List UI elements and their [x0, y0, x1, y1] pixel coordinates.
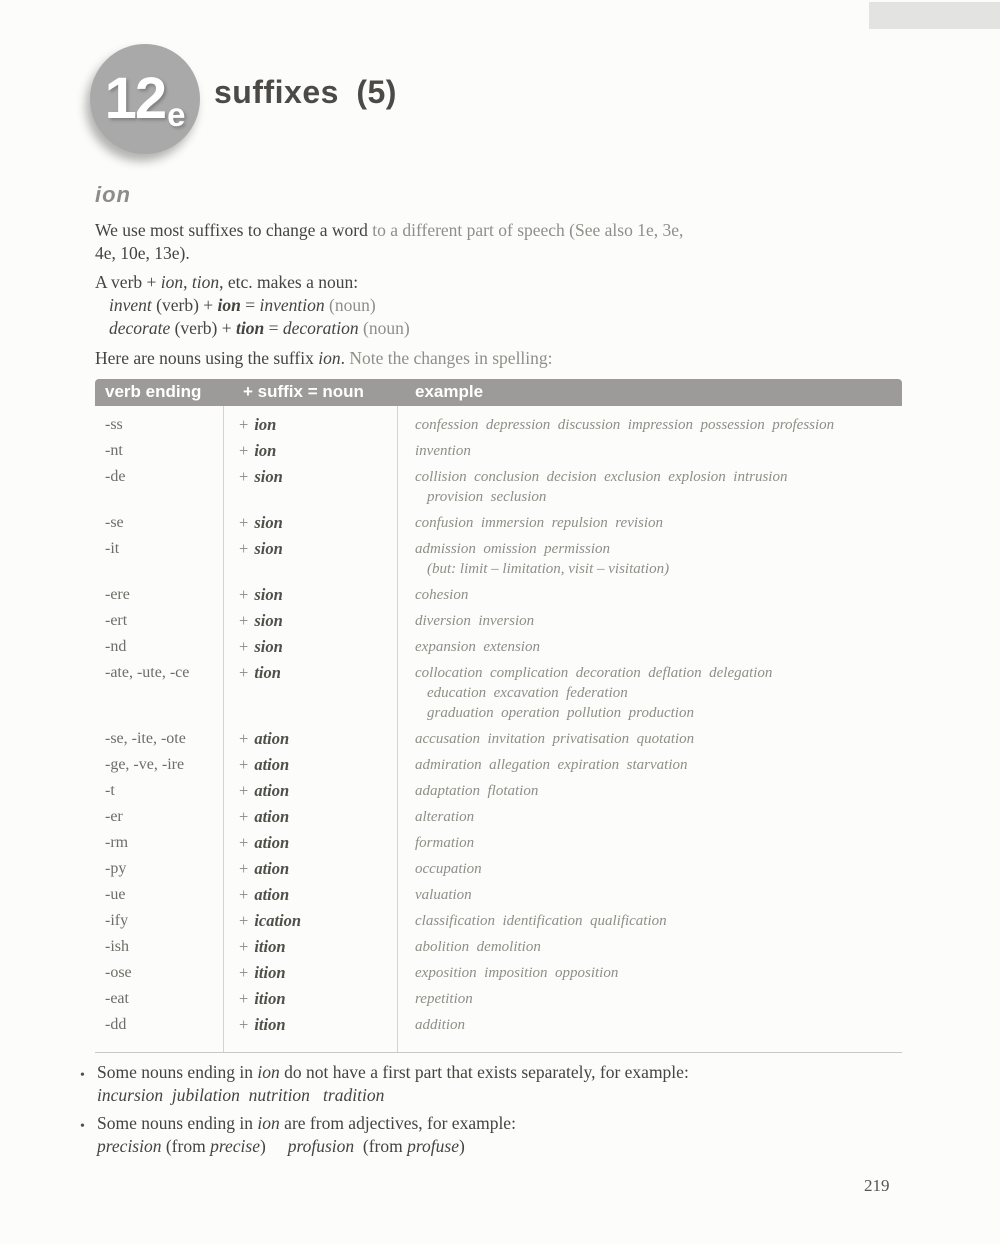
- example-cell: [397, 963, 902, 983]
- text-segment: precision: [97, 1136, 162, 1156]
- verb-ending-cell: -nt: [105, 442, 123, 459]
- verb-ending-cell: -de: [105, 468, 126, 485]
- table-row: [95, 934, 902, 960]
- note-line: [97, 1112, 516, 1135]
- column-header-example: example: [415, 382, 484, 401]
- suffix: ication: [254, 911, 302, 930]
- example-line: collision conclusion decision exclusion explosion intrusion: [415, 469, 788, 485]
- suffix: sion: [254, 539, 283, 558]
- suffix-cell: [223, 415, 397, 435]
- example-cell: [397, 637, 902, 657]
- example-line: occupation: [415, 861, 482, 877]
- column-header-suffix: + suffix = noun: [243, 382, 364, 401]
- example-cell: [397, 781, 902, 801]
- verb-ending-cell: -t: [105, 782, 115, 799]
- suffix-cell: [223, 729, 397, 749]
- note-example-line: [97, 1135, 516, 1158]
- bullet-icon: •: [80, 1068, 85, 1083]
- intro-paragraph-line: [95, 219, 683, 242]
- suffix-cell: [223, 513, 397, 533]
- example-line: adaptation flotation: [415, 783, 539, 799]
- plus-sign: +: [239, 441, 249, 460]
- table-row: [95, 608, 902, 634]
- text-segment: ): [259, 1136, 266, 1156]
- plus-sign: +: [239, 833, 249, 852]
- suffix: sion: [254, 611, 283, 630]
- plus-sign: +: [239, 989, 249, 1008]
- plus-sign: +: [239, 513, 249, 532]
- example-cell: [397, 467, 902, 507]
- plus-sign: +: [239, 467, 249, 486]
- column-header-verb-ending: verb ending: [105, 382, 202, 401]
- verb-ending-cell: -ert: [105, 612, 128, 629]
- text-segment: 4e, 10e, 13e).: [95, 243, 190, 263]
- example-cell: [397, 859, 902, 879]
- text-segment: Some nouns ending in: [97, 1062, 258, 1082]
- verb-ending-cell: -ify: [105, 912, 129, 929]
- plus-sign: +: [239, 859, 249, 878]
- text-segment: (noun): [358, 318, 410, 338]
- suffix-cell: [223, 467, 397, 487]
- suffix: ation: [254, 755, 290, 774]
- verb-ending-cell: -se: [105, 514, 124, 531]
- example-cell: [397, 807, 902, 827]
- example-cell: [397, 911, 902, 931]
- suffix-table-body: [95, 406, 902, 1053]
- suffix-cell: [223, 859, 397, 879]
- plus-sign: +: [239, 637, 249, 656]
- bullet-icon: •: [80, 1119, 85, 1134]
- suffix: ition: [254, 989, 286, 1008]
- example-cell: [397, 937, 902, 957]
- example-line: invention: [415, 443, 471, 459]
- suffix-cell: [223, 637, 397, 657]
- suffix-cell: [223, 807, 397, 827]
- table-row: [95, 510, 902, 536]
- example-formula-line: [109, 294, 683, 317]
- text-segment: (from: [161, 1136, 211, 1156]
- example-line: abolition demolition: [415, 939, 541, 955]
- suffix-cell: [223, 611, 397, 631]
- verb-ending-cell: -ss: [105, 416, 123, 433]
- example-cell: [397, 989, 902, 1009]
- table-row: [95, 908, 902, 934]
- suffix: ation: [254, 807, 290, 826]
- table-row: [95, 412, 902, 438]
- example-line: accusation invitation privatisation quotation: [415, 731, 695, 747]
- suffix: ition: [254, 937, 286, 956]
- suffix-cell: [223, 989, 397, 1009]
- suffix: ition: [254, 1015, 286, 1034]
- plus-sign: +: [239, 663, 249, 682]
- example-line: exposition imposition opposition: [415, 965, 619, 981]
- example-line: provision seclusion: [427, 489, 547, 505]
- suffix: ation: [254, 833, 290, 852]
- example-line: education excavation federation: [427, 685, 628, 701]
- text-segment: Note the changes in spelling:: [349, 348, 553, 368]
- text-segment: decoration: [282, 318, 359, 338]
- suffix: sion: [254, 585, 283, 604]
- table-header: [95, 379, 902, 406]
- text-segment: ion: [217, 295, 241, 315]
- suffix: ition: [254, 963, 286, 982]
- text-segment: =: [264, 318, 283, 338]
- section-heading: ion: [95, 182, 131, 207]
- verb-ending-cell: -ish: [105, 938, 129, 955]
- note-content: [97, 1061, 689, 1107]
- table-row: [95, 536, 902, 582]
- verb-ending-cell: -ge, -ve, -ire: [105, 756, 185, 773]
- table-row: [95, 634, 902, 660]
- unit-badge: [90, 44, 200, 154]
- example-line: graduation operation pollution production: [427, 705, 694, 721]
- note-line: [97, 1061, 689, 1084]
- plus-sign: +: [239, 807, 249, 826]
- example-line: admiration allegation expiration starvation: [415, 757, 688, 773]
- table-row: [95, 960, 902, 986]
- verb-ending-cell: -ue: [105, 886, 126, 903]
- suffix: ation: [254, 729, 290, 748]
- suffix: ion: [254, 441, 277, 460]
- suffix-cell: [223, 885, 397, 905]
- text-segment: ion: [160, 272, 184, 292]
- table-row: [95, 830, 902, 856]
- suffix: ation: [254, 859, 290, 878]
- example-cell: [397, 415, 902, 435]
- text-segment: ion: [257, 1113, 280, 1133]
- text-segment: profuse: [407, 1136, 459, 1156]
- text-segment: invent: [109, 295, 152, 315]
- plus-sign: +: [239, 611, 249, 630]
- example-cell: [397, 1015, 902, 1035]
- intro-paragraph-line: [95, 242, 683, 265]
- example-line: confusion immersion repulsion revision: [415, 515, 664, 531]
- plus-sign: +: [239, 585, 249, 604]
- table-row: [95, 986, 902, 1012]
- unit-number: 12: [104, 66, 166, 131]
- text-segment: ion: [257, 1062, 280, 1082]
- example-line: alteration: [415, 809, 475, 825]
- example-cell: [397, 885, 902, 905]
- verb-ending-cell: -nd: [105, 638, 127, 655]
- table-row: [95, 882, 902, 908]
- plus-sign: +: [239, 781, 249, 800]
- plus-sign: +: [239, 885, 249, 904]
- note-example-line: incursion jubilation nutrition tradition: [97, 1085, 385, 1105]
- text-segment: (verb) +: [170, 318, 236, 338]
- example-cell: [397, 663, 902, 723]
- suffix: ion: [254, 415, 277, 434]
- example-line: formation: [415, 835, 475, 851]
- suffix-cell: [223, 585, 397, 605]
- example-cell: [397, 585, 902, 605]
- note-item: [80, 1112, 900, 1158]
- table-row: [95, 582, 902, 608]
- intro-lead-in-line: [95, 347, 683, 370]
- example-line: classification identification qualification: [415, 913, 667, 929]
- verb-ending-cell: -py: [105, 860, 127, 877]
- example-cell: [397, 729, 902, 749]
- table-row: [95, 660, 902, 726]
- footnotes: [80, 1061, 900, 1158]
- example-cell: [397, 513, 902, 533]
- text-segment: We use most suffixes to change a word: [95, 220, 373, 240]
- plus-sign: +: [239, 963, 249, 982]
- example-line: admission omission permission: [415, 541, 611, 557]
- example-line: collocation complication decoration deflation delegation: [415, 665, 773, 681]
- verb-ending-cell: -se, -ite, -ote: [105, 730, 186, 747]
- table-row: [95, 856, 902, 882]
- text-segment: (verb) +: [151, 295, 218, 315]
- suffix-cell: [223, 781, 397, 801]
- text-segment: , etc. makes a noun:: [219, 272, 359, 292]
- text-segment: precise: [210, 1136, 260, 1156]
- text-segment: do not have a first part that exists separately, for example:: [279, 1062, 689, 1082]
- verb-ending-cell: -dd: [105, 1016, 127, 1033]
- text-segment: ): [458, 1136, 465, 1156]
- text-segment: (from: [354, 1136, 408, 1156]
- text-segment: A verb +: [95, 272, 161, 292]
- text-segment: Here are nouns using the suffix: [95, 348, 319, 368]
- verb-ending-cell: -it: [105, 540, 120, 557]
- verb-ending-cell: -rm: [105, 834, 129, 851]
- text-segment: ion: [318, 348, 341, 368]
- text-segment: decorate: [109, 318, 171, 338]
- example-line: addition: [415, 1017, 466, 1033]
- text-segment: .: [340, 348, 350, 368]
- plus-sign: +: [239, 1015, 249, 1034]
- text-segment: ,: [183, 272, 192, 292]
- suffix-cell: [223, 937, 397, 957]
- suffix-cell: [223, 539, 397, 559]
- note-content: [97, 1112, 516, 1158]
- text-segment: invention: [259, 295, 325, 315]
- example-line: repetition: [415, 991, 473, 1007]
- example-cell: [397, 539, 902, 579]
- verb-ending-cell: -ere: [105, 586, 130, 603]
- plus-sign: +: [239, 729, 249, 748]
- page-number: 219: [864, 1176, 890, 1195]
- plus-sign: +: [239, 539, 249, 558]
- plus-sign: +: [239, 415, 249, 434]
- verb-ending-cell: -ose: [105, 964, 132, 981]
- text-segment: to a different part of speech (See also 1e, 3e,: [372, 220, 684, 240]
- example-line: confession depression discussion impression possession profession: [415, 417, 835, 433]
- example-cell: [397, 833, 902, 853]
- table-row: [95, 1012, 902, 1038]
- table-row: [95, 464, 902, 510]
- example-formula-line: [109, 317, 683, 340]
- example-line: expansion extension: [415, 639, 540, 655]
- column-divider: [397, 406, 398, 1052]
- table-row: [95, 438, 902, 464]
- text-segment: tion: [191, 272, 220, 292]
- table-row: [95, 752, 902, 778]
- table-row: [95, 804, 902, 830]
- text-segment: profusion: [287, 1136, 355, 1156]
- text-segment: Some nouns ending in: [97, 1113, 258, 1133]
- note-item: [80, 1061, 900, 1107]
- plus-sign: +: [239, 937, 249, 956]
- page-title: suffixes (5): [214, 74, 397, 110]
- text-segment: =: [240, 295, 260, 315]
- suffix: sion: [254, 467, 283, 486]
- column-divider: [223, 406, 224, 1052]
- example-line: cohesion: [415, 587, 469, 603]
- verb-ending-cell: -er: [105, 808, 123, 825]
- suffix-cell: [223, 755, 397, 775]
- suffix: ation: [254, 885, 290, 904]
- verb-ending-cell: -ate, -ute, -ce: [105, 664, 190, 681]
- suffix-cell: [223, 1015, 397, 1035]
- suffix-cell: [223, 911, 397, 931]
- text-segment: [266, 1136, 288, 1156]
- suffix-cell: [223, 441, 397, 461]
- example-line: valuation: [415, 887, 472, 903]
- verb-ending-cell: -eat: [105, 990, 129, 1007]
- example-cell: [397, 441, 902, 461]
- example-line: diversion inversion: [415, 613, 535, 629]
- table-row: [95, 778, 902, 804]
- corner-tab: [869, 2, 1000, 29]
- text-segment: tion: [235, 318, 265, 338]
- example-cell: [397, 755, 902, 775]
- text-segment: are from adjectives, for example:: [279, 1113, 516, 1133]
- suffix-cell: [223, 963, 397, 983]
- example-line: (but: limit – limitation, visit – visitation): [427, 561, 670, 577]
- suffix-cell: [223, 833, 397, 853]
- suffix: ation: [254, 781, 290, 800]
- suffix: sion: [254, 513, 283, 532]
- text-segment: (noun): [324, 295, 376, 315]
- table-row: [95, 726, 902, 752]
- verb-rule-line: [95, 271, 683, 294]
- suffix: sion: [254, 637, 283, 656]
- plus-sign: +: [239, 911, 249, 930]
- unit-letter: e: [167, 95, 186, 133]
- plus-sign: +: [239, 755, 249, 774]
- suffix-cell: [223, 663, 397, 683]
- intro-text: [95, 219, 683, 370]
- example-cell: [397, 611, 902, 631]
- suffix: tion: [254, 663, 281, 682]
